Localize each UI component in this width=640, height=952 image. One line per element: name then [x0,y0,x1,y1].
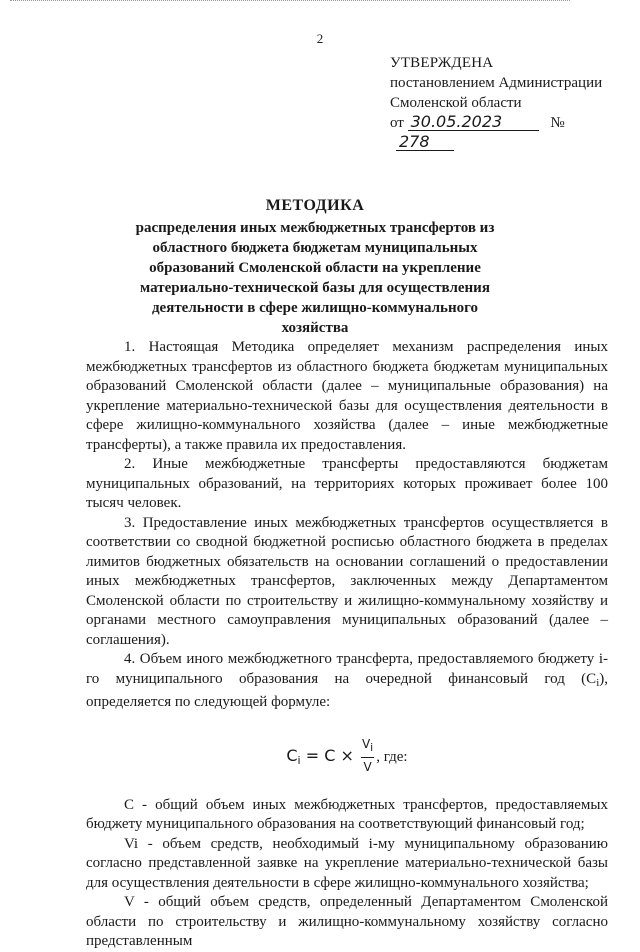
approval-block [390,53,630,153]
formula: $C_i = C$ × $\frac{Vi}{V}$ , где: [86,735,608,778]
paragraph-3: 3. Предоставление иных межбюджетных трансфертов осуществляется в соответствии со сводной бюджетной росписью областного бюджета в пределах лимитов бюджетных обязательств на основании соглашений о предоставлении иных межбюджетных трансфертов, заключенных между Департаментом Смоленской области по строительству и жилищно-коммунальному хозяйству и органами местного самоуправления муниципальных образований (далее – соглашения). [86,514,608,648]
approval-line1: постановлением Администрации [390,75,603,91]
handwritten-date: 30.05.2023 [408,114,539,131]
heading-subtitle: распределения иных межбюджетных трансфертов из областного бюджета бюджетам муниципальных образований Смоленской области на укрепление материально-технической базы для осуществления деятельности в сфере жилищно-коммунального хозяйства [135,220,495,336]
approval-line2: Смоленской области [390,95,522,111]
approval-title: УТВЕРЖДЕНА [390,55,494,71]
paragraph-7: V - общий объем средств, определенный Департаментом Смоленской области по строительству и жилищно-коммунальному хозяйству согласно представленным [86,894,608,949]
paragraph-2: 2. Иные межбюджетные трансферты предоставляются бюджетам муниципальных образований, на территориях которых проживает более 100 тысяч человек. [86,456,608,511]
formula-fraction: $\frac{Vi}{V}$ [361,736,374,774]
document-body [86,338,608,952]
page-number: 2 [316,31,324,46]
approval-date-line [390,113,630,153]
paragraph-1: 1. Настоящая Методика определяет механизм распределения иных межбюджетных трансфертов из областного бюджета бюджетам муниципальных образований Смоленской области (далее – муниципальные образования) на укрепление материально-технической базы для осуществления деятельности в сфере жилищно-коммунального хозяйства (далее – иные межбюджетные трансферты), а также правила их предоставления. [86,339,608,453]
top-scan-edge [10,0,570,3]
heading-title: МЕТОДИКА [265,197,365,214]
paragraph-5: C - общий объем иных межбюджетных трансфертов, предоставляемых бюджету муниципального образования на соответствующий финансовый год; [86,796,608,832]
from-label: от [390,115,404,131]
paragraph-6: Vi - объем средств, необходимый i-му муниципальному образованию согласно представленной заявке на укрепление материально-технической базы для осуществления деятельности в сфере жилищно-коммунального хозяйства; [86,835,608,891]
paragraph-4: 4. Объем иного межбюджетного трансферта, предоставляемого бюджету i-го муниципального образования на очередной финансовый год $(C_i)$, определяется по следующей формуле: [86,651,608,710]
number-label: № [550,115,565,131]
handwritten-number: 278 [396,134,454,151]
document-heading [120,196,510,338]
